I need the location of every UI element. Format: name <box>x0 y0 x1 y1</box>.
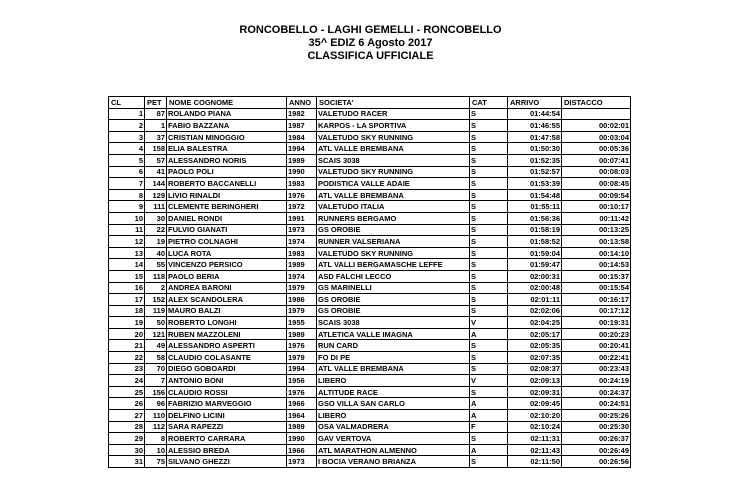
distacco-cell: 00:24:51 <box>562 398 631 410</box>
cl-cell: 1 <box>109 108 145 120</box>
name-cell: ELIA BALESTRA <box>167 143 287 155</box>
cat-cell: S <box>470 154 508 166</box>
arrivo-cell: 01:50:30 <box>508 143 562 155</box>
table-row <box>109 352 631 364</box>
cl-cell: 12 <box>109 236 145 248</box>
distacco-cell: 00:13:58 <box>562 236 631 248</box>
societa-cell: GS MARINELLI <box>317 282 470 294</box>
name-cell: SILVANO GHEZZI <box>167 456 287 468</box>
distacco-cell: 00:08:03 <box>562 166 631 178</box>
societa-cell: ASD FALCHI LECCO <box>317 270 470 282</box>
ranking-title: CLASSIFICA UFFICIALE <box>307 50 434 62</box>
arrivo-cell: 01:55:11 <box>508 201 562 213</box>
pet-cell: 30 <box>145 212 167 224</box>
anno-cell: 1972 <box>287 201 317 213</box>
name-cell: ALESSANDRO ASPERTI <box>167 340 287 352</box>
societa-cell: LIBERO <box>317 375 470 387</box>
table-row <box>109 294 631 306</box>
anno-cell: 1989 <box>287 421 317 433</box>
name-cell: FABRIZIO MARVEGGIO <box>167 398 287 410</box>
name-cell: SARA RAPEZZI <box>167 421 287 433</box>
name-cell: DIEGO GOBOARDI <box>167 363 287 375</box>
cl-cell: 27 <box>109 410 145 422</box>
pet-cell: 19 <box>145 236 167 248</box>
anno-cell: 1989 <box>287 154 317 166</box>
race-title: RONCOBELLO - LAGHI GEMELLI - RONCOBELLO <box>239 24 502 36</box>
anno-cell: 1976 <box>287 189 317 201</box>
arrivo-cell: 02:01:11 <box>508 294 562 306</box>
distacco-cell: 00:05:36 <box>562 143 631 155</box>
societa-cell: SCAIS 3038 <box>317 317 470 329</box>
cl-cell: 16 <box>109 282 145 294</box>
cat-cell: V <box>470 317 508 329</box>
cl-cell: 11 <box>109 224 145 236</box>
arrivo-cell: 02:09:31 <box>508 386 562 398</box>
societa-cell: LIBERO <box>317 410 470 422</box>
name-cell: LIVIO RINALDI <box>167 189 287 201</box>
col-header-anno: ANNO <box>287 97 317 109</box>
distacco-cell: 00:08:45 <box>562 178 631 190</box>
societa-cell: ATL VALLI BERGAMASCHE LEFFE <box>317 259 470 271</box>
table-row <box>109 270 631 282</box>
distacco-cell: 00:24:37 <box>562 386 631 398</box>
cat-cell: S <box>470 189 508 201</box>
cat-cell: S <box>470 352 508 364</box>
distacco-cell: 00:19:31 <box>562 317 631 329</box>
pet-cell: 7 <box>145 375 167 387</box>
table-row <box>109 386 631 398</box>
cat-cell: S <box>470 282 508 294</box>
anno-cell: 1994 <box>287 363 317 375</box>
name-cell: CLAUDIO ROSSI <box>167 386 287 398</box>
anno-cell: 1979 <box>287 305 317 317</box>
distacco-cell: 00:14:53 <box>562 259 631 271</box>
societa-cell: PODISTICA VALLE ADAIE <box>317 178 470 190</box>
arrivo-cell: 01:54:48 <box>508 189 562 201</box>
name-cell: ANTONIO BONI <box>167 375 287 387</box>
arrivo-cell: 02:10:20 <box>508 410 562 422</box>
distacco-cell: 00:07:41 <box>562 154 631 166</box>
cat-cell: F <box>470 421 508 433</box>
cl-cell: 30 <box>109 444 145 456</box>
distacco-cell: 00:24:19 <box>562 375 631 387</box>
cl-cell: 21 <box>109 340 145 352</box>
table-row <box>109 328 631 340</box>
distacco-cell: 00:02:01 <box>562 120 631 132</box>
societa-cell: I BOCIA VERANO BRIANZA <box>317 456 470 468</box>
pet-cell: 40 <box>145 247 167 259</box>
cl-cell: 13 <box>109 247 145 259</box>
societa-cell: ATL MARATHON ALMENNO <box>317 444 470 456</box>
results-header <box>0 24 741 63</box>
cat-cell: S <box>470 201 508 213</box>
cl-cell: 25 <box>109 386 145 398</box>
table-row <box>109 201 631 213</box>
anno-cell: 1974 <box>287 236 317 248</box>
col-header-cl: CL <box>109 97 145 109</box>
anno-cell: 1991 <box>287 212 317 224</box>
arrivo-cell: 02:04:25 <box>508 317 562 329</box>
race-edition: 35^ EDIZ 6 Agosto 2017 <box>308 37 433 49</box>
pet-cell: 118 <box>145 270 167 282</box>
name-cell: CRISTIAN MINOGGIO <box>167 131 287 143</box>
cl-cell: 20 <box>109 328 145 340</box>
societa-cell: VALETUDO SKY RUNNING <box>317 247 470 259</box>
table-row <box>109 317 631 329</box>
col-header-societa: SOCIETA' <box>317 97 470 109</box>
distacco-cell: 00:26:49 <box>562 444 631 456</box>
anno-cell: 1976 <box>287 386 317 398</box>
pet-cell: 55 <box>145 259 167 271</box>
col-header-pet: PET <box>145 97 167 109</box>
cat-cell: V <box>470 375 508 387</box>
cat-cell: A <box>470 328 508 340</box>
distacco-cell: 00:11:42 <box>562 212 631 224</box>
table-row <box>109 282 631 294</box>
table-row <box>109 154 631 166</box>
pet-cell: 110 <box>145 410 167 422</box>
societa-cell: GS OROBIE <box>317 224 470 236</box>
results-body <box>109 108 631 467</box>
cat-cell: S <box>470 236 508 248</box>
name-cell: ANDREA BARONI <box>167 282 287 294</box>
societa-cell: ALTITUDE RACE <box>317 386 470 398</box>
name-cell: ROLANDO PIANA <box>167 108 287 120</box>
table-row <box>109 236 631 248</box>
anno-cell: 1982 <box>287 108 317 120</box>
pet-cell: 22 <box>145 224 167 236</box>
anno-cell: 1989 <box>287 259 317 271</box>
name-cell: ALEX SCANDOLERA <box>167 294 287 306</box>
anno-cell: 1973 <box>287 224 317 236</box>
societa-cell: GS OROBIE <box>317 305 470 317</box>
societa-cell: GS OROBIE <box>317 294 470 306</box>
cat-cell: S <box>470 120 508 132</box>
table-row <box>109 143 631 155</box>
name-cell: DANIEL RONDI <box>167 212 287 224</box>
name-cell: FABIO BAZZANA <box>167 120 287 132</box>
arrivo-cell: 01:52:57 <box>508 166 562 178</box>
table-row <box>109 247 631 259</box>
cat-cell: S <box>470 340 508 352</box>
anno-cell: 1990 <box>287 166 317 178</box>
cl-cell: 29 <box>109 433 145 445</box>
societa-cell: ATL VALLE BREMBANA <box>317 143 470 155</box>
pet-cell: 119 <box>145 305 167 317</box>
arrivo-cell: 01:56:36 <box>508 212 562 224</box>
distacco-cell <box>562 108 631 120</box>
pet-cell: 152 <box>145 294 167 306</box>
arrivo-cell: 02:00:31 <box>508 270 562 282</box>
cl-cell: 8 <box>109 189 145 201</box>
pet-cell: 87 <box>145 108 167 120</box>
pet-cell: 2 <box>145 282 167 294</box>
cl-cell: 24 <box>109 375 145 387</box>
table-row <box>109 456 631 468</box>
cat-cell: A <box>470 444 508 456</box>
societa-cell: VALETUDO SKY RUNNING <box>317 166 470 178</box>
name-cell: CLEMENTE BERINGHERI <box>167 201 287 213</box>
anno-cell: 1973 <box>287 456 317 468</box>
anno-cell: 1979 <box>287 352 317 364</box>
cl-cell: 3 <box>109 131 145 143</box>
table-row <box>109 444 631 456</box>
arrivo-cell: 02:11:50 <box>508 456 562 468</box>
pet-cell: 1 <box>145 120 167 132</box>
arrivo-cell: 02:05:35 <box>508 340 562 352</box>
arrivo-cell: 01:58:52 <box>508 236 562 248</box>
anno-cell: 1966 <box>287 398 317 410</box>
cl-cell: 22 <box>109 352 145 364</box>
anno-cell: 1974 <box>287 270 317 282</box>
cat-cell: S <box>470 166 508 178</box>
anno-cell: 1989 <box>287 328 317 340</box>
societa-cell: OSA VALMADRERA <box>317 421 470 433</box>
cat-cell: S <box>470 143 508 155</box>
anno-cell: 1983 <box>287 247 317 259</box>
distacco-cell: 00:26:56 <box>562 456 631 468</box>
societa-cell: VALETUDO RACER <box>317 108 470 120</box>
table-header-row <box>109 97 631 109</box>
distacco-cell: 00:22:41 <box>562 352 631 364</box>
distacco-cell: 00:13:25 <box>562 224 631 236</box>
pet-cell: 121 <box>145 328 167 340</box>
societa-cell: SCAIS 3038 <box>317 154 470 166</box>
name-cell: RUBEN MAZZOLENI <box>167 328 287 340</box>
anno-cell: 1986 <box>287 294 317 306</box>
arrivo-cell: 02:11:43 <box>508 444 562 456</box>
cat-cell: S <box>470 305 508 317</box>
name-cell: ROBERTO BACCANELLI <box>167 178 287 190</box>
arrivo-cell: 02:02:06 <box>508 305 562 317</box>
cl-cell: 18 <box>109 305 145 317</box>
cat-cell: S <box>470 294 508 306</box>
name-cell: PAOLO POLI <box>167 166 287 178</box>
name-cell: LUCA ROTA <box>167 247 287 259</box>
pet-cell: 50 <box>145 317 167 329</box>
table-row <box>109 375 631 387</box>
cl-cell: 10 <box>109 212 145 224</box>
cl-cell: 14 <box>109 259 145 271</box>
anno-cell: 1956 <box>287 375 317 387</box>
societa-cell: ATL VALLE BREMBANA <box>317 189 470 201</box>
cl-cell: 4 <box>109 143 145 155</box>
table-row <box>109 166 631 178</box>
anno-cell: 1987 <box>287 120 317 132</box>
cat-cell: S <box>470 212 508 224</box>
anno-cell: 1966 <box>287 444 317 456</box>
distacco-cell: 00:25:30 <box>562 421 631 433</box>
pet-cell: 158 <box>145 143 167 155</box>
name-cell: ROBERTO LONGHI <box>167 317 287 329</box>
cat-cell: S <box>470 363 508 375</box>
table-row <box>109 433 631 445</box>
cat-cell: S <box>470 247 508 259</box>
societa-cell: VALETUDO ITALIA <box>317 201 470 213</box>
pet-cell: 70 <box>145 363 167 375</box>
arrivo-cell: 01:53:39 <box>508 178 562 190</box>
anno-cell: 1984 <box>287 131 317 143</box>
pet-cell: 41 <box>145 166 167 178</box>
pet-cell: 144 <box>145 178 167 190</box>
table-row <box>109 120 631 132</box>
cl-cell: 31 <box>109 456 145 468</box>
cl-cell: 23 <box>109 363 145 375</box>
societa-cell: RUN CARD <box>317 340 470 352</box>
table-row <box>109 224 631 236</box>
cl-cell: 26 <box>109 398 145 410</box>
distacco-cell: 00:25:26 <box>562 410 631 422</box>
table-row <box>109 421 631 433</box>
anno-cell: 1964 <box>287 410 317 422</box>
distacco-cell: 00:09:54 <box>562 189 631 201</box>
arrivo-cell: 01:52:35 <box>508 154 562 166</box>
table-row <box>109 189 631 201</box>
arrivo-cell: 02:05:17 <box>508 328 562 340</box>
pet-cell: 75 <box>145 456 167 468</box>
arrivo-cell: 02:08:37 <box>508 363 562 375</box>
arrivo-cell: 01:47:58 <box>508 131 562 143</box>
societa-cell: FO DI PE <box>317 352 470 364</box>
name-cell: VINCENZO PERSICO <box>167 259 287 271</box>
pet-cell: 156 <box>145 386 167 398</box>
pet-cell: 8 <box>145 433 167 445</box>
distacco-cell: 00:03:04 <box>562 131 631 143</box>
name-cell: ALESSANDRO NORIS <box>167 154 287 166</box>
name-cell: MAURO BALZI <box>167 305 287 317</box>
cl-cell: 9 <box>109 201 145 213</box>
distacco-cell: 00:17:12 <box>562 305 631 317</box>
anno-cell: 1979 <box>287 282 317 294</box>
pet-cell: 37 <box>145 131 167 143</box>
cl-cell: 15 <box>109 270 145 282</box>
pet-cell: 129 <box>145 189 167 201</box>
distacco-cell: 00:20:41 <box>562 340 631 352</box>
pet-cell: 57 <box>145 154 167 166</box>
societa-cell: GAV VERTOVA <box>317 433 470 445</box>
anno-cell: 1976 <box>287 340 317 352</box>
anno-cell: 1955 <box>287 317 317 329</box>
distacco-cell: 00:16:17 <box>562 294 631 306</box>
pet-cell: 49 <box>145 340 167 352</box>
table-row <box>109 363 631 375</box>
cl-cell: 7 <box>109 178 145 190</box>
cat-cell: S <box>470 178 508 190</box>
cat-cell: S <box>470 386 508 398</box>
societa-cell: GSO VILLA SAN CARLO <box>317 398 470 410</box>
arrivo-cell: 01:46:55 <box>508 120 562 132</box>
pet-cell: 112 <box>145 421 167 433</box>
table-row <box>109 178 631 190</box>
cat-cell: S <box>470 108 508 120</box>
name-cell: PIETRO COLNAGHI <box>167 236 287 248</box>
cl-cell: 28 <box>109 421 145 433</box>
cat-cell: S <box>470 456 508 468</box>
cat-cell: S <box>470 224 508 236</box>
name-cell: FULVIO GIANATI <box>167 224 287 236</box>
arrivo-cell: 02:00:48 <box>508 282 562 294</box>
distacco-cell: 00:23:43 <box>562 363 631 375</box>
col-header-arrivo: ARRIVO <box>508 97 562 109</box>
col-header-name: NOME COGNOME <box>167 97 287 109</box>
table-row <box>109 340 631 352</box>
table-row <box>109 410 631 422</box>
distacco-cell: 00:10:17 <box>562 201 631 213</box>
table-row <box>109 398 631 410</box>
distacco-cell: 00:26:37 <box>562 433 631 445</box>
table-row <box>109 212 631 224</box>
anno-cell: 1994 <box>287 143 317 155</box>
col-header-distacco: DISTACCO <box>562 97 631 109</box>
arrivo-cell: 02:11:31 <box>508 433 562 445</box>
arrivo-cell: 01:59:47 <box>508 259 562 271</box>
societa-cell: KARPOS - LA SPORTIVA <box>317 120 470 132</box>
distacco-cell: 00:14:10 <box>562 247 631 259</box>
arrivo-cell: 01:58:19 <box>508 224 562 236</box>
arrivo-cell: 02:09:45 <box>508 398 562 410</box>
cl-cell: 19 <box>109 317 145 329</box>
table-row <box>109 259 631 271</box>
name-cell: ROBERTO CARRARA <box>167 433 287 445</box>
societa-cell: ATL VALLE BREMBANA <box>317 363 470 375</box>
distacco-cell: 00:15:54 <box>562 282 631 294</box>
table-row <box>109 131 631 143</box>
cl-cell: 6 <box>109 166 145 178</box>
cat-cell: S <box>470 433 508 445</box>
arrivo-cell: 01:59:04 <box>508 247 562 259</box>
cl-cell: 2 <box>109 120 145 132</box>
arrivo-cell: 02:09:13 <box>508 375 562 387</box>
cat-cell: A <box>470 398 508 410</box>
table-row <box>109 108 631 120</box>
arrivo-cell: 02:10:24 <box>508 421 562 433</box>
cat-cell: A <box>470 410 508 422</box>
distacco-cell: 00:20:23 <box>562 328 631 340</box>
pet-cell: 96 <box>145 398 167 410</box>
arrivo-cell: 02:07:35 <box>508 352 562 364</box>
pet-cell: 58 <box>145 352 167 364</box>
name-cell: CLAUDIO COLASANTE <box>167 352 287 364</box>
name-cell: ALESSIO BREDA <box>167 444 287 456</box>
name-cell: DELFINO LICINI <box>167 410 287 422</box>
table-row <box>109 305 631 317</box>
pet-cell: 111 <box>145 201 167 213</box>
results-table <box>108 96 631 468</box>
societa-cell: VALETUDO SKY RUNNING <box>317 131 470 143</box>
col-header-cat: CAT <box>470 97 508 109</box>
anno-cell: 1983 <box>287 178 317 190</box>
societa-cell: RUNNER VALSERIANA <box>317 236 470 248</box>
cat-cell: S <box>470 270 508 282</box>
name-cell: PAOLO BERIA <box>167 270 287 282</box>
anno-cell: 1990 <box>287 433 317 445</box>
cat-cell: S <box>470 131 508 143</box>
cat-cell: S <box>470 259 508 271</box>
societa-cell: RUNNERS BERGAMO <box>317 212 470 224</box>
pet-cell: 10 <box>145 444 167 456</box>
distacco-cell: 00:15:37 <box>562 270 631 282</box>
arrivo-cell: 01:44:54 <box>508 108 562 120</box>
cl-cell: 5 <box>109 154 145 166</box>
societa-cell: ATLETICA VALLE IMAGNA <box>317 328 470 340</box>
cl-cell: 17 <box>109 294 145 306</box>
